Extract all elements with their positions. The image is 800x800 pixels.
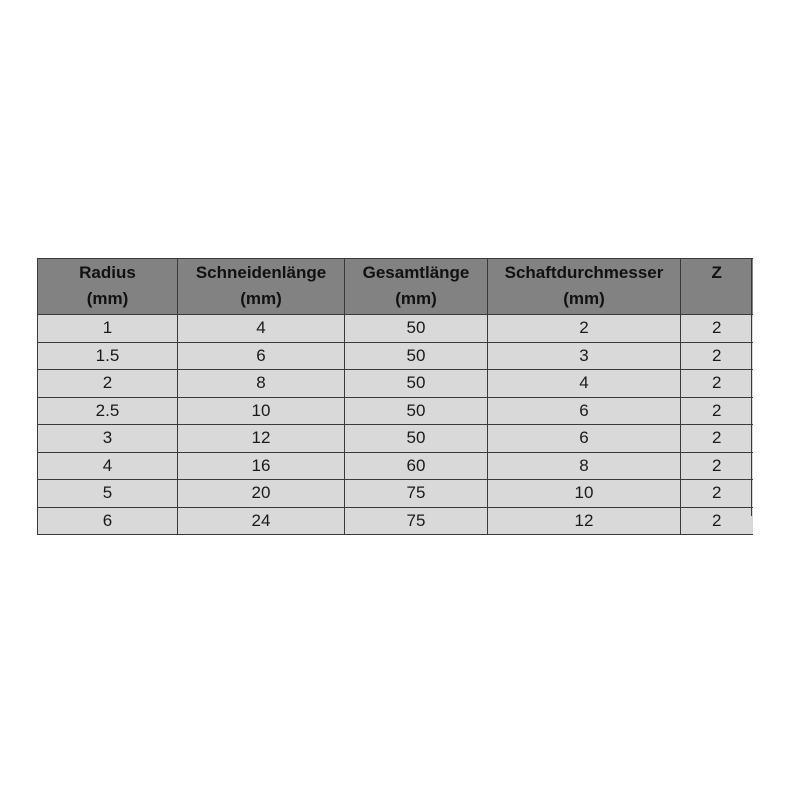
table-row	[38, 315, 753, 343]
table-row	[38, 370, 753, 398]
cell-z: 2	[681, 480, 753, 508]
table-row	[38, 507, 753, 535]
cell-schaftdurchmesser: 10	[488, 480, 681, 508]
cell-gesamtlaenge: 50	[345, 342, 488, 370]
cell-schneidenlaenge: 24	[178, 507, 345, 535]
table-right-edge	[751, 258, 752, 516]
cell-schaftdurchmesser: 6	[488, 397, 681, 425]
table-row	[38, 342, 753, 370]
cell-schneidenlaenge: 16	[178, 452, 345, 480]
cell-schaftdurchmesser: 4	[488, 370, 681, 398]
header-row	[38, 259, 753, 315]
cell-schaftdurchmesser: 8	[488, 452, 681, 480]
table-row	[38, 397, 753, 425]
cell-z: 2	[681, 397, 753, 425]
table-row	[38, 480, 753, 508]
header-gesamtlaenge-unit: (mm)	[395, 289, 437, 308]
header-radius	[38, 259, 178, 315]
cell-z: 2	[681, 507, 753, 535]
cell-z: 2	[681, 315, 753, 343]
header-gesamtlaenge-label: Gesamtlänge	[362, 263, 470, 282]
table-header	[38, 259, 753, 315]
cell-radius: 1.5	[38, 342, 178, 370]
cell-gesamtlaenge: 50	[345, 370, 488, 398]
table-body	[38, 315, 753, 535]
cell-schneidenlaenge: 4	[178, 315, 345, 343]
header-schaftdurchmesser	[488, 259, 681, 315]
cell-radius: 6	[38, 507, 178, 535]
cell-radius: 2	[38, 370, 178, 398]
cell-radius: 2.5	[38, 397, 178, 425]
header-schaftdurchmesser-label: Schaftdurchmesser	[504, 263, 664, 282]
cell-gesamtlaenge: 50	[345, 397, 488, 425]
cell-z: 2	[681, 342, 753, 370]
cell-schneidenlaenge: 8	[178, 370, 345, 398]
header-schneidenlaenge-label: Schneidenlänge	[195, 263, 327, 282]
cell-schaftdurchmesser: 3	[488, 342, 681, 370]
cell-schneidenlaenge: 20	[178, 480, 345, 508]
cell-radius: 5	[38, 480, 178, 508]
cell-z: 2	[681, 425, 753, 453]
cell-gesamtlaenge: 60	[345, 452, 488, 480]
table-row	[38, 425, 753, 453]
header-gesamtlaenge	[345, 259, 488, 315]
header-schneidenlaenge-unit: (mm)	[240, 289, 282, 308]
cell-z: 2	[681, 370, 753, 398]
header-z	[681, 259, 753, 315]
cell-radius: 3	[38, 425, 178, 453]
header-radius-label: Radius	[79, 263, 136, 282]
cell-schaftdurchmesser: 12	[488, 507, 681, 535]
cell-gesamtlaenge: 75	[345, 507, 488, 535]
cell-schneidenlaenge: 12	[178, 425, 345, 453]
header-z-label: Z	[711, 263, 722, 282]
cell-gesamtlaenge: 50	[345, 315, 488, 343]
cell-schneidenlaenge: 10	[178, 397, 345, 425]
cell-radius: 4	[38, 452, 178, 480]
spec-table	[37, 258, 753, 535]
cell-schaftdurchmesser: 2	[488, 315, 681, 343]
cell-schneidenlaenge: 6	[178, 342, 345, 370]
header-schaftdurchmesser-unit: (mm)	[563, 289, 605, 308]
table-row	[38, 452, 753, 480]
cell-gesamtlaenge: 75	[345, 480, 488, 508]
header-schneidenlaenge	[178, 259, 345, 315]
cell-z: 2	[681, 452, 753, 480]
cell-gesamtlaenge: 50	[345, 425, 488, 453]
cell-radius: 1	[38, 315, 178, 343]
cell-schaftdurchmesser: 6	[488, 425, 681, 453]
header-radius-unit: (mm)	[86, 289, 129, 308]
